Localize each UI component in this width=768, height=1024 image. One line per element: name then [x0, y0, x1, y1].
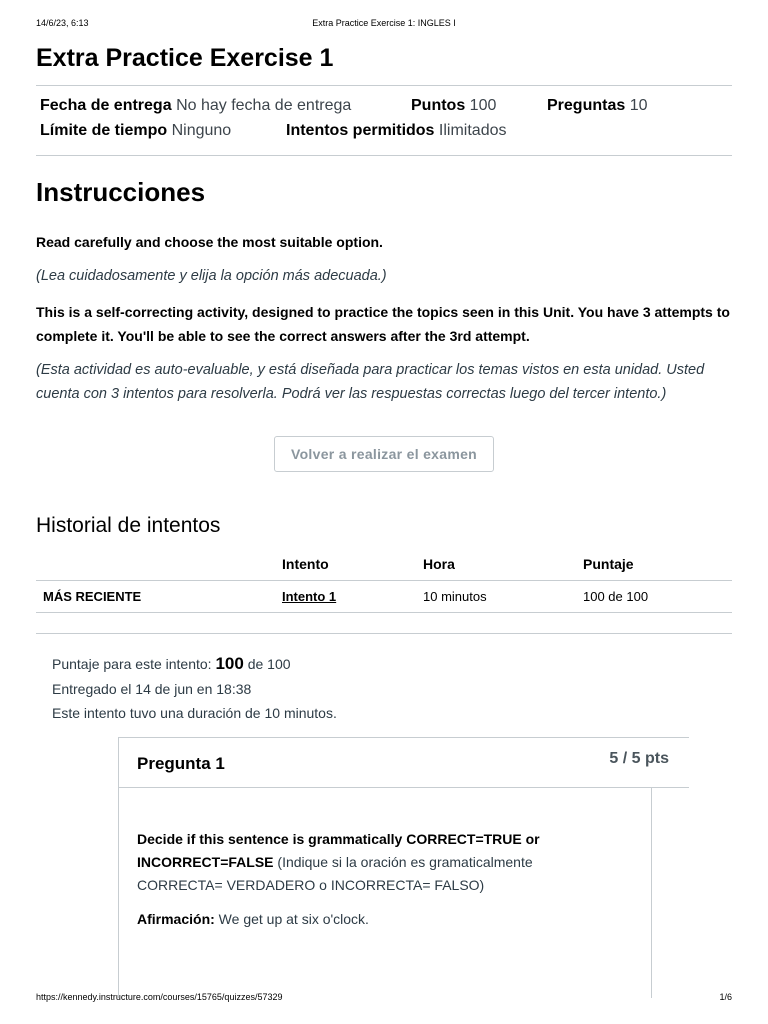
attempt-history-table	[36, 548, 732, 613]
print-header	[36, 18, 732, 30]
due-date-label: Fecha de entrega	[40, 97, 172, 114]
attempt-time: 10 minutos	[423, 581, 583, 613]
question-text	[137, 828, 597, 897]
questions-detail	[547, 97, 648, 115]
submitted-info: Entregado el 14 de jun en 18:38	[52, 681, 252, 697]
questions-label: Preguntas	[547, 97, 626, 114]
column-header-label	[36, 548, 282, 581]
quiz-title: Extra Practice Exercise 1	[36, 44, 334, 72]
question-title: Pregunta 1	[137, 754, 225, 773]
question-text-normal: (Indique si la oración es gramaticalmente CORRECTA= VERDADERO o INCORRECTA= FALSO)	[137, 854, 533, 893]
statement-label: Afirmación:	[137, 911, 215, 927]
latest-label: MÁS RECIENTE	[36, 581, 282, 613]
time-limit-label: Límite de tiempo	[40, 122, 168, 139]
print-url: https://kennedy.instructure.com/courses/15765/quizzes/57329	[36, 992, 283, 1002]
retake-quiz-button[interactable]: Volver a realizar el examen	[274, 436, 494, 472]
due-date-detail	[40, 97, 351, 115]
attempts-detail	[286, 122, 506, 140]
divider	[36, 633, 732, 634]
table-row	[36, 581, 732, 613]
questions-value: 10	[629, 97, 648, 114]
attempt-history-heading: Historial de intentos	[36, 514, 221, 537]
question-card	[118, 737, 689, 998]
instructions-p4: (Esta actividad es auto-evaluable, y está diseñada para practicar los temas vistos en esta unidad. Usted cuenta con 3 intentos para resolverla. Podrá ver las respuestas correctas luego del tercer intento.)	[36, 362, 705, 402]
instructions-p1: Read carefully and choose the most suitable option.	[36, 234, 383, 250]
question-statement	[137, 911, 369, 927]
column-header-time: Hora	[423, 548, 583, 581]
duration-info: Este intento tuvo una duración de 10 minutos.	[52, 705, 337, 721]
instructions-p2: (Lea cuidadosamente y elija la opción más adecuada.)	[36, 268, 387, 284]
question-body-border	[651, 788, 652, 998]
time-limit-value: Ninguno	[171, 122, 232, 139]
attempts-value: Ilimitados	[438, 122, 507, 139]
divider	[36, 155, 732, 156]
score-value: 100	[215, 654, 244, 673]
instructions-heading: Instrucciones	[36, 177, 206, 207]
points-detail	[411, 97, 496, 115]
print-page-number: 1/6	[719, 992, 732, 1002]
attempts-label: Intentos permitidos	[286, 122, 435, 139]
attempt-score-summary	[52, 654, 291, 674]
print-footer	[36, 992, 732, 1004]
question-text-bold: Decide if this sentence is grammatically CORRECT=TRUE or INCORRECT=FALSE	[137, 831, 540, 870]
time-limit-detail	[40, 122, 231, 140]
score-prefix: Puntaje para este intento:	[52, 656, 212, 672]
question-header	[119, 738, 689, 788]
print-date: 14/6/23, 6:13	[36, 18, 89, 28]
instructions-p3: This is a self-correcting activity, designed to practice the topics seen in this Unit. You have 3 attempts to complete it. You'll be able to see the correct answers after the 3rd attempt.	[36, 304, 730, 344]
table-header-row	[36, 548, 732, 581]
column-header-attempt: Intento	[282, 548, 423, 581]
attempt-score: 100 de 100	[583, 581, 732, 613]
score-suffix: de 100	[247, 656, 291, 672]
due-date-value: No hay fecha de entrega	[176, 97, 352, 114]
statement-value: We get up at six o'clock.	[214, 911, 369, 927]
print-document-title: Extra Practice Exercise 1: INGLES I	[312, 18, 456, 28]
points-value: 100	[469, 97, 497, 114]
attempt-link[interactable]: Intento 1	[282, 589, 337, 604]
points-label: Puntos	[411, 97, 466, 114]
column-header-score: Puntaje	[583, 548, 732, 581]
question-points: 5 / 5 pts	[609, 750, 669, 767]
divider	[36, 85, 732, 86]
